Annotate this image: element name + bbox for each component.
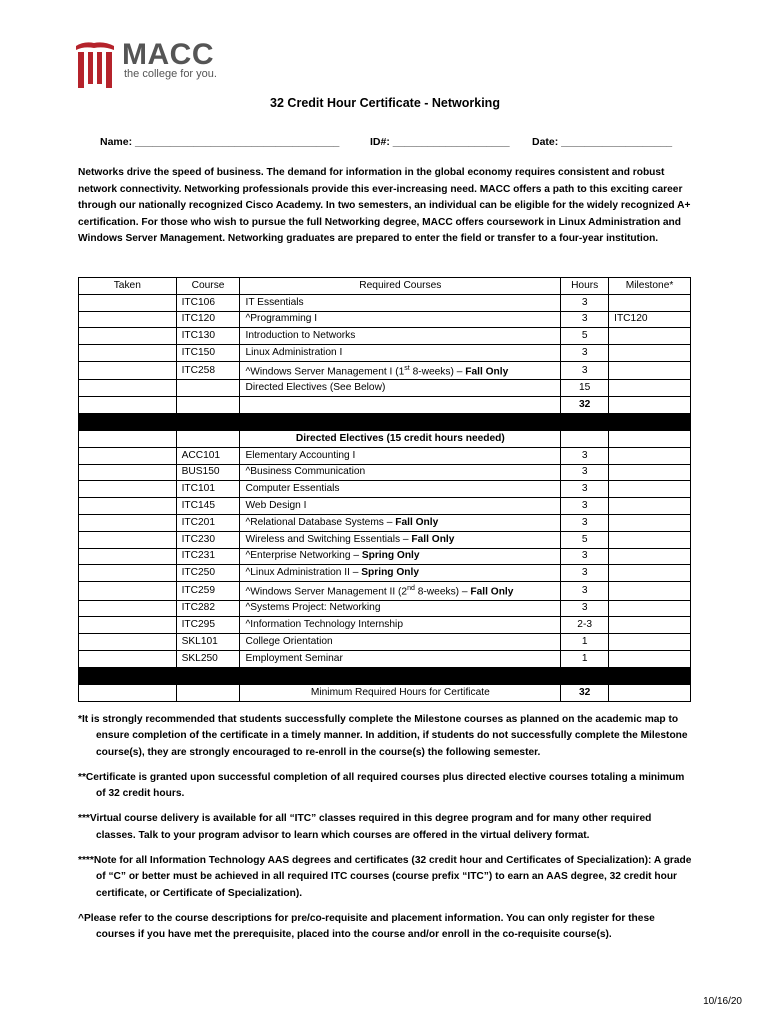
taken-cell[interactable]	[79, 447, 177, 464]
required-total-row	[79, 397, 691, 414]
course-name-text: ^Relational Database Systems –	[245, 516, 396, 528]
course-hours: 3	[561, 565, 609, 582]
taken-cell[interactable]	[79, 634, 177, 651]
taken-cell[interactable]	[79, 311, 177, 328]
term-restriction: Fall Only	[470, 586, 514, 598]
name-field[interactable]: Name: ___________________________________	[100, 136, 340, 148]
table-row	[79, 447, 691, 464]
term-restriction: Fall Only	[411, 533, 455, 545]
course-name: ^Programming I	[240, 311, 561, 328]
course-hours: 3	[561, 600, 609, 617]
note-milestone: *It is strongly recommended that students successfully complete the Milestone courses as planned on the academic map to ensure completion of the certificate in a timely manner. In addition, if students do not successfully complete the Milestone course(s), they are strongly encouraged to re-enroll in the course(s) the following semester.	[78, 714, 688, 758]
course-name-text: ^Systems Project: Networking	[245, 602, 381, 614]
milestone-cell	[609, 294, 691, 311]
milestone-cell	[609, 328, 691, 345]
course-hours: 1	[561, 650, 609, 667]
course-hours: 3	[561, 514, 609, 531]
course-name	[240, 514, 561, 531]
course-name	[240, 582, 561, 600]
table-row	[79, 548, 691, 565]
taken-cell[interactable]	[79, 345, 177, 362]
course-name-text: ^Windows Server Management II (2	[245, 586, 408, 598]
course-code	[176, 380, 240, 397]
course-name: Linux Administration I	[240, 345, 561, 362]
course-name-text: ^Business Communication	[245, 466, 366, 478]
course-hours: 3	[561, 294, 609, 311]
electives-header-row	[79, 430, 691, 447]
course-name	[240, 650, 561, 667]
course-code: BUS150	[176, 464, 240, 481]
course-name-text: College Orientation	[245, 636, 333, 648]
header-required-courses: Required Courses	[240, 278, 561, 295]
course-hours: 5	[561, 531, 609, 548]
course-code: ITC230	[176, 531, 240, 548]
table-row	[79, 498, 691, 515]
revision-date: 10/16/20	[703, 996, 742, 1007]
header-milestone: Milestone*	[609, 278, 691, 295]
table-row	[79, 634, 691, 651]
milestone-cell	[609, 361, 691, 379]
course-code: ITC120	[176, 311, 240, 328]
course-name	[240, 565, 561, 582]
table-row	[79, 345, 691, 362]
course-hours: 3	[561, 311, 609, 328]
course-name-text: 8-weeks) –	[409, 366, 466, 378]
table-row	[79, 582, 691, 600]
table-row	[79, 481, 691, 498]
note-certificate: **Certificate is granted upon successful completion of all required courses plus directed elective courses totaling a minimum of 32 credit hours.	[78, 771, 685, 800]
course-name-text: ^Enterprise Networking –	[245, 550, 362, 562]
course-name-text: ^Windows Server Management I (1	[245, 366, 405, 378]
ordinal-suffix: st	[404, 364, 410, 372]
table-row	[79, 650, 691, 667]
minimum-hours-row	[79, 684, 691, 701]
course-hours: 3	[561, 481, 609, 498]
note-prerequisite: ^Please refer to the course descriptions for pre/co-requisite and placement information. You can only register for these courses if you have met the prerequisite, placed into the course and/or enroll in the co-requisite course(s).	[78, 912, 655, 941]
taken-cell[interactable]	[79, 498, 177, 515]
logo-wordmark: MACC	[122, 38, 214, 71]
header-hours: Hours	[561, 278, 609, 295]
course-code: ITC250	[176, 565, 240, 582]
note-grade: ****Note for all Information Technology AAS degrees and certificates (32 credit hour and Certificates of Specialization): A grade of “C” or better must be achieved in all required ITC courses (course prefix “ITC”) to earn an AAS degree, 32 credit hour certificate, or Certificate of Specialization).	[78, 855, 692, 899]
course-code: ITC101	[176, 481, 240, 498]
course-name	[240, 498, 561, 515]
course-code: ACC101	[176, 447, 240, 464]
header-course: Course	[176, 278, 240, 295]
macc-logo-mark-icon	[74, 38, 118, 90]
course-name	[240, 531, 561, 548]
logo-tagline: the college for you.	[124, 68, 217, 80]
table-row	[79, 565, 691, 582]
taken-cell[interactable]	[79, 565, 177, 582]
table-row	[79, 380, 691, 397]
course-name: IT Essentials	[240, 294, 561, 311]
taken-cell[interactable]	[79, 600, 177, 617]
term-restriction: Fall Only	[395, 516, 439, 528]
taken-cell[interactable]	[79, 380, 177, 397]
course-name: Directed Electives (See Below)	[240, 380, 561, 397]
taken-cell[interactable]	[79, 514, 177, 531]
course-hours: 3	[561, 345, 609, 362]
course-name	[240, 361, 561, 379]
course-code: ITC231	[176, 548, 240, 565]
course-name-text: Wireless and Switching Essentials –	[245, 533, 412, 545]
table-row	[79, 617, 691, 634]
note-virtual: ***Virtual course delivery is available for all “ITC” classes required in this degree program and for many other required classes. Talk to your program advisor to learn which courses are offered in the virtual delivery format.	[78, 813, 652, 841]
course-hours: 5	[561, 328, 609, 345]
course-name	[240, 464, 561, 481]
section-divider	[79, 413, 691, 430]
page-title: 32 Credit Hour Certificate - Networking	[270, 96, 500, 110]
table-header-row	[79, 278, 691, 295]
course-name-text: ^Information Technology Internship	[245, 619, 403, 631]
id-field[interactable]: ID#: ____________________	[370, 136, 510, 148]
electives-header: Directed Electives (15 credit hours needed)	[240, 430, 561, 447]
minimum-hours-total: 32	[561, 684, 609, 701]
course-code: ITC106	[176, 294, 240, 311]
taken-cell[interactable]	[79, 294, 177, 311]
course-code: SKL250	[176, 650, 240, 667]
term-restriction: Fall Only	[465, 366, 509, 378]
course-name-text: Employment Seminar	[245, 652, 343, 664]
required-total-hours: 32	[561, 397, 609, 414]
course-name	[240, 634, 561, 651]
milestone-cell	[609, 380, 691, 397]
course-code: ITC150	[176, 345, 240, 362]
course-code: SKL101	[176, 634, 240, 651]
table-row	[79, 311, 691, 328]
taken-cell[interactable]	[79, 481, 177, 498]
table-row	[79, 531, 691, 548]
intro-paragraph: Networks drive the speed of business. The demand for information in the global economy requires consistent and robust network connectivity. Networking professionals provide this ever-increasing need. MACC offers a path to this exciting career through our nationally recognized Cisco Academy. In two semesters, an individual can be eligible for the widely recognized A+ certification. For those who wish to pursue the full Networking degree, MACC offers coursework in Linux Administration and Windows Server Management. Networking graduates are prepared to enter the field or transfer to a four-year institution.	[78, 167, 691, 244]
course-code: ITC258	[176, 361, 240, 379]
course-hours: 2-3	[561, 617, 609, 634]
course-hours: 3	[561, 582, 609, 600]
milestone-cell: ITC120	[609, 311, 691, 328]
date-field[interactable]: Date: ___________________	[532, 136, 673, 148]
term-restriction: Spring Only	[361, 550, 420, 562]
course-name-text: 8-weeks) –	[414, 586, 471, 598]
taken-cell[interactable]	[79, 582, 177, 600]
table-row	[79, 361, 691, 379]
course-hours: 1	[561, 634, 609, 651]
course-hours: 3	[561, 498, 609, 515]
taken-cell[interactable]	[79, 617, 177, 634]
course-code: ITC295	[176, 617, 240, 634]
taken-cell[interactable]	[79, 531, 177, 548]
ordinal-suffix: nd	[407, 585, 415, 593]
taken-cell[interactable]	[79, 650, 177, 667]
header-taken: Taken	[79, 278, 177, 295]
course-name-text: ^Linux Administration II –	[245, 567, 362, 579]
table-row	[79, 328, 691, 345]
table-row	[79, 464, 691, 481]
course-name	[240, 600, 561, 617]
course-code: ITC282	[176, 600, 240, 617]
course-name-text: Web Design I	[245, 500, 307, 512]
section-divider	[79, 667, 691, 684]
term-restriction: Spring Only	[361, 567, 419, 579]
course-hours: 3	[561, 447, 609, 464]
course-name: Introduction to Networks	[240, 328, 561, 345]
course-hours: 3	[561, 361, 609, 379]
taken-cell[interactable]	[79, 548, 177, 565]
course-hours: 15	[561, 380, 609, 397]
course-hours: 3	[561, 548, 609, 565]
taken-cell[interactable]	[79, 328, 177, 345]
course-name-text: Computer Essentials	[245, 483, 340, 495]
footnotes	[78, 712, 692, 953]
course-hours: 3	[561, 464, 609, 481]
course-name	[240, 548, 561, 565]
course-code: ITC259	[176, 582, 240, 600]
taken-cell[interactable]	[79, 464, 177, 481]
table-row	[79, 514, 691, 531]
course-code: ITC145	[176, 498, 240, 515]
course-name-text: Elementary Accounting I	[245, 449, 356, 461]
macc-logo	[74, 38, 224, 92]
minimum-hours-label: Minimum Required Hours for Certificate	[240, 684, 561, 701]
course-table	[78, 277, 691, 702]
taken-cell[interactable]	[79, 361, 177, 379]
milestone-cell	[609, 345, 691, 362]
course-name	[240, 481, 561, 498]
table-row	[79, 294, 691, 311]
table-row	[79, 600, 691, 617]
course-name	[240, 447, 561, 464]
course-name	[240, 617, 561, 634]
course-code: ITC130	[176, 328, 240, 345]
course-code: ITC201	[176, 514, 240, 531]
